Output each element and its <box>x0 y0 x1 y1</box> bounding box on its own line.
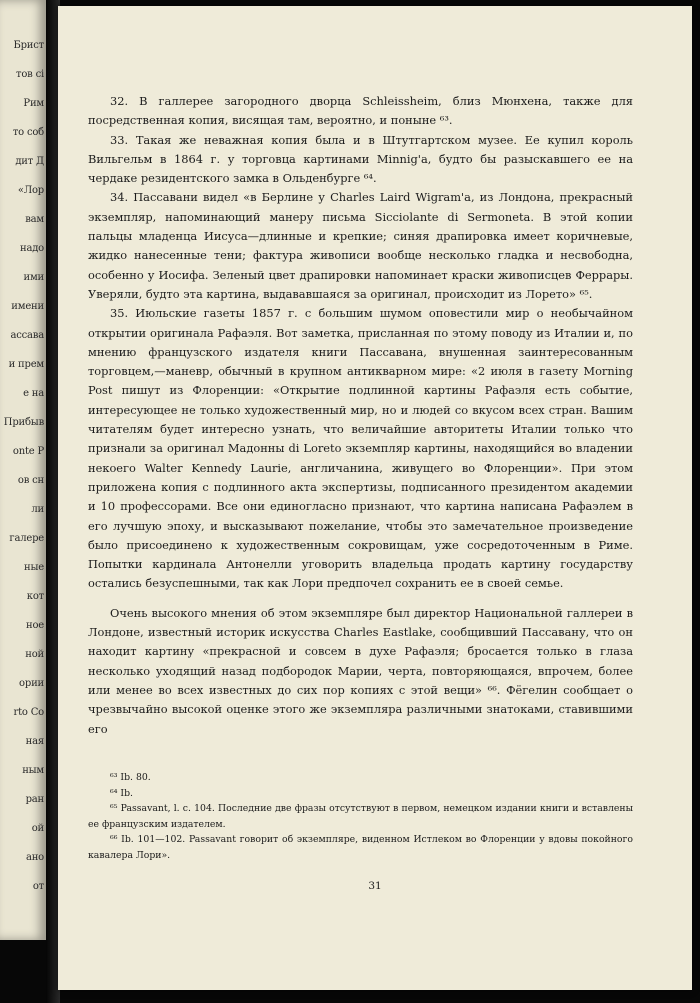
page-number: 31 <box>368 880 382 892</box>
footnote-65: ⁶⁵ Passavant, l. c. 104. Последние две фразы отсутствуют в первом, немецком издании книги и вставлены ее французским издателем. <box>88 803 633 830</box>
footnote-66: ⁶⁶ Ib. 101—102. Passavant говорит об экземпляре, виденном Истлеком во Флоренции у вдовы покойного кавалера Лори». <box>88 834 633 861</box>
left-page-fragment: ной <box>25 649 44 660</box>
left-page-fragment: то соб <box>12 127 44 138</box>
book-page <box>58 6 692 990</box>
left-page-fragment: rto Co <box>13 707 44 718</box>
left-page-fragment: ано <box>25 852 44 863</box>
left-page-fragment: ассава <box>10 330 44 341</box>
left-page-fragment: ран <box>25 794 44 805</box>
left-page-fragment: Брист <box>13 40 44 51</box>
left-page-fragment: ории <box>19 678 44 689</box>
footnote-64: ⁶⁴ Ib. <box>110 787 133 799</box>
paragraph-35: 35. Июльские газеты 1857 г. с большим шумом оповестили мир о необычайном открытии оригинала Рафаэля. Вот заметка, присланная по этому поводу из Италии и, по мнению французского издателя книги Пассавана, внушенная заинтересованным торговцем,—маневр, обычный в крупном антикварном мире: «2 июля в газету Morning Post пишут из Флоренции: «Открытие подлинной картины Рафаэля есть событие, интересующее не только художественный мир, но и людей со вкусом всех стран. Вашим читателям будет интересно узнать, что величайшие авторитеты Италии только что признали за оригинал Мадонны di Loreto экземпляр картины, находящийся во владении некоего Walter Kennedy Laurie, англичанина, живущего во Флоренции». При этом приложена копия с подлинного акта экспертизы, подписанного президентом академии и 10 профессорами. Все они единогласно признают, что картина написана Рафаэлем в его лучшую эпоху, и высказывают пожелание, чтобы это замечательное произведение было присоединено к художественным сокровищам, уже сосредоточенным в Риме. Попытки кардинала Антонелли уговорить владельца продать картину государству остались безуспешными, так как Лори предпочел сохранить ее в своей семье. <box>88 306 633 591</box>
left-page-fragment: Прибыв <box>3 417 44 428</box>
footnote-63: ⁶³ Ib. 80. <box>110 772 151 783</box>
previous-page-edge <box>0 0 46 940</box>
paragraph-eastlake: Очень высокого мнения об этом экземпляре был директор Национальной галлереи в Лондоне, известный историк искусства Charles Eastlake, сообщивший Пассавану, что он находит картину «прекрасной и совсем в духе Рафаэля; бросается только в глаза несколько уходящий назад подбородок Марии, черта, повторяющаяся, впрочем, более или менее во всех известных до сих пор копиях с этой вещи» ⁶⁶. Фёгелин сообщает о чрезвычайно высокой оценке этого же экземпляра различными знатоками, ставившими его <box>88 605 633 736</box>
left-page-fragment: галере <box>9 533 44 544</box>
left-page-fragment: е на <box>23 388 44 399</box>
left-page-fragment: ным <box>22 765 44 776</box>
left-page-fragment: ные <box>24 562 44 573</box>
paragraph-33: 33. Такая же неважная копия была и в Штутгартском музее. Ее купил король Вильгельм в 1864 г. у торговца картинами Minnig'а, будто бы разыскавшего ее на чердаке резидентского замка в Ольденбурге ⁶⁴. <box>88 132 633 186</box>
left-page-fragment: onte P <box>12 446 44 457</box>
left-page-fragment: ное <box>25 620 44 631</box>
left-page-fragment: кот <box>26 591 44 602</box>
left-page-fragment: ой <box>31 823 44 834</box>
left-page-fragment: ими <box>23 272 44 283</box>
left-page-fragment: дит Д <box>15 156 44 167</box>
left-page-fragment: ли <box>31 504 44 515</box>
paragraph-34: 34. Пассавани видел «в Берлине у Charles Laird Wigram'а, из Лондона, прекрасный экземпляр, напоминающий манеру письма Sicciolante di Sermoneta. В этой копии пальцы младенца Иисуса—длинные и крепкие; синяя драпировка имеет коричневые, жидко нанесенные тени; фактура живописи вообще несколько гладка и несвободна, особенно у Иосифа. Зеленый цвет драпировки напоминает краски живописцев Феррары. Уверяли, будто эта картина, выдававшаяся за оригинал, происходит из Лорето» ⁶⁵. <box>88 190 633 301</box>
left-page-fragment: «Лор <box>17 185 44 196</box>
paragraph-32: 32. В галлерее загородного дворца Schleissheim, близ Мюнхена, также для посредственная копия, висящая там, вероятно, и поныне ⁶³. <box>88 94 633 128</box>
left-page-fragment: ов сн <box>17 475 44 486</box>
left-page-fragment: от <box>32 881 44 892</box>
left-page-fragment: вам <box>25 214 44 225</box>
left-page-fragment: тов ci <box>16 69 44 80</box>
left-page-fragment: надо <box>19 243 44 254</box>
left-page-fragment: Рим <box>23 98 44 109</box>
left-page-fragment: ная <box>25 736 44 747</box>
footnotes <box>88 770 633 864</box>
left-page-fragment: имени <box>11 301 44 312</box>
main-text <box>88 92 633 739</box>
left-page-fragment: и прем <box>8 359 44 370</box>
